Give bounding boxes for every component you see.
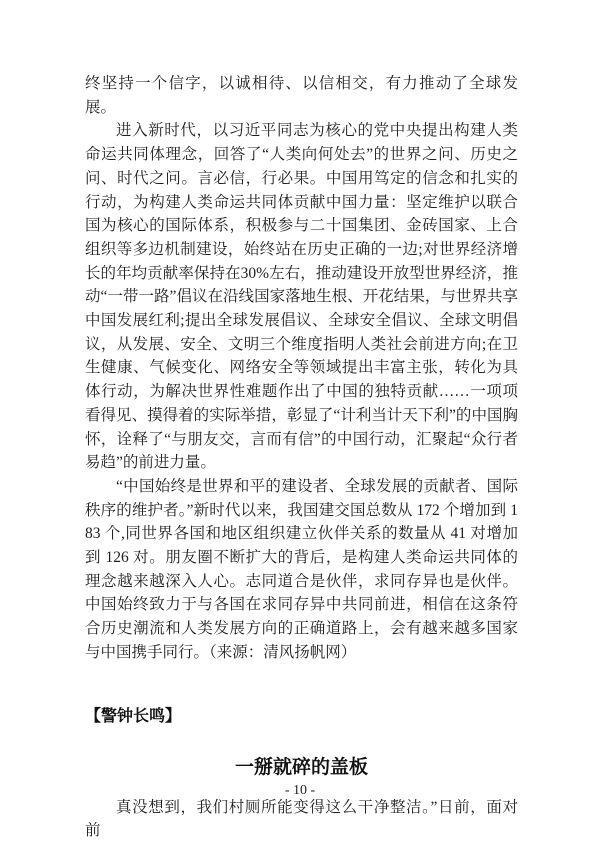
document-content	[85, 72, 518, 843]
article-title: 一掰就碎的盖板	[234, 756, 368, 778]
paragraph-china-partnerships: “中国始终是世界和平的建设者、全球发展的贡献者、国际秩序的维护者。”新时代以来，我国建交国总数从 172 个增加到 183 个,同世界各国和地区组织建立伙伴关系的数量从 41 对增加到 126 对。朋友圈不断扩大的背后，是构建人类命运共同体的理念越来越深入人心。志同道合是伙伴，求同存异也是伙伴。中国始终致力于与各国在求同存异中共同前进，相信在这条符合历史潮流和人类发展方向的正确道路上，会有越来越多国家与中国携手同行。（来源：清风扬帆网）	[85, 477, 518, 661]
paragraph-continuation: 终坚持一个信字，以诚相待、以信相交，有力推动了全球发展。	[85, 75, 518, 116]
article-opening-paragraph: 真没想到，我们村厕所能变得这么干净整洁。”日前，面对前	[85, 798, 518, 840]
section-header-alarm-bell: 【警钟长鸣】	[85, 707, 182, 725]
page-number: - 10 -	[284, 783, 316, 798]
paragraph-new-era: 进入新时代，以习近平同志为核心的党中央提出构建人类命运共同体理念，回答了“人类向何处去”的世界之问、历史之问、时代之问。言必信，行必果。中国用笃定的信念和扎实的行动，为构建人类命运共同体贡献中国力量：坚定维护以联合国为核心的国际体系，积极参与二十国集团、金砖国家、上合组织等多边机制建设，始终站在历史正确的一边;对世界经济增长的年均贡献率保持在30%左右，推动建设开放型世界经济，推动“一带一路”倡议在沿线国家落地生根、开花结果，与世界共享中国发展红利;提出全球发展倡议、全球安全倡议、全球文明倡议，从发展、安全、文明三个维度指明人类社会前进方向;在卫生健康、气候变化、网络安全等领域提出丰富主张，转化为具体行动，为解决世界性难题作出了中国的独特贡献……一项项看得见、摸得着的实际举措，彰显了“计利当计天下利”的中国胸怀，诠释了“与朋友交，言而有信”的中国行动，汇聚起“众行者易趋”的前进力量。	[85, 122, 518, 472]
